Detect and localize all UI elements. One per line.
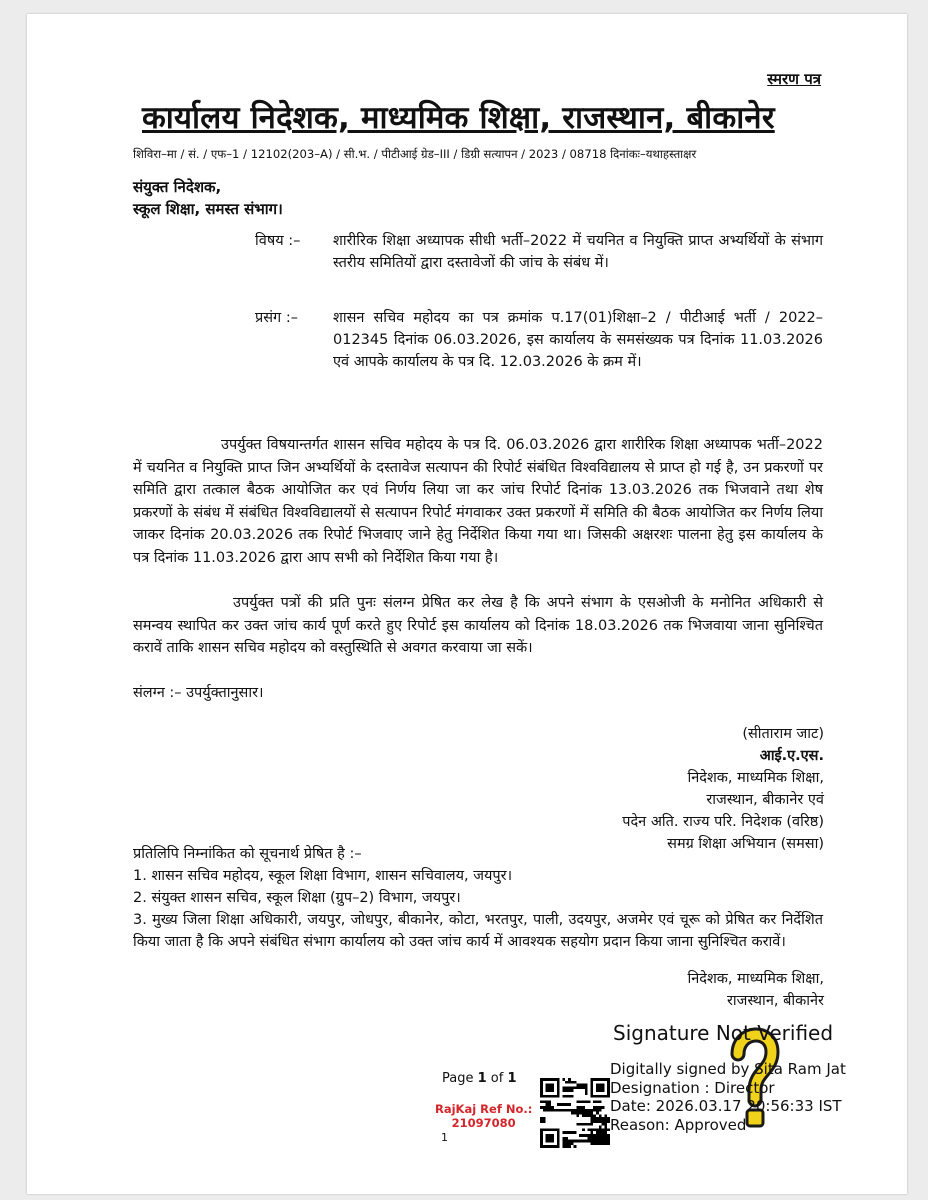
page-mid: of [486,1071,508,1086]
addressee-block [133,176,283,220]
signatory-service: आई.ए.एस. [759,748,824,764]
memo-label: स्मरण पत्र [767,70,821,88]
addressee-line: स्कूल शिक्षा, समस्त संभाग। [133,200,283,218]
copy-list-item: 1. शासन सचिव महोदय, स्कूल शिक्षा विभाग, शासन सचिवालय, जयपुर। [133,868,513,884]
rajkaj-label: RajKaj Ref No.: [435,1102,533,1116]
subject-text: शारीरिक शिक्षा अध्यापक सीधी भर्ती–2022 में चयनित व नियुक्ति प्राप्त अभ्यर्थियों के संभाग स्तरीय समितियों द्वारा दस्तावेजों की जांच के संबंध में। [333,233,823,271]
signature-line: Reason: Approved [610,1115,747,1134]
addressee-line: संयुक्त निदेशक, [133,178,222,196]
copy-list-item: 3. मुख्य जिला शिक्षा अधिकारी, जयपुर, जोधपुर, बीकानेर, कोटा, भरतपुर, पाली, उदयपुर, अजमेर एवं चूरू को प्रेषित कर निर्देशित किया जाता है कि अपने संबंधित संभाग कार्यालय को उक्त जांच कार्य में आवश्यक सहयोग प्रदान किया जाना सुनिश्चित करावें। [133,912,823,950]
document-page [27,14,907,1194]
rajkaj-number: 21097080 [451,1116,516,1130]
copy-intro: प्रतिलिपि निम्नांकित को सूचनार्थ प्रेषित है :– [133,846,362,862]
reference-number-line: शिविरा–मा / सं. / एफ–1 / 12102(203–A) / सी.भ. / पीटीआई ग्रेड–III / डिग्री सत्यापन / 2023 / 08718 दिनांकः–यथाहस्ताक्षर [133,147,697,161]
reference-text: शासन सचिव महोदय का पत्र क्रमांक प.17(01)शिक्षा–2 / पीटीआई भर्ती / 2022–012345 दिनांक 06.03.2026, इस कार्यालय के समसंख्यक पत्र दिनांक 11.03.2026 एवं आपके कार्यालय के पत्र दि. 12.03.2026 के क्रम में। [333,310,823,370]
closing-line: राजस्थान, बीकानेर [727,993,824,1009]
signatory-block [622,723,824,855]
reference-label: प्रसंग :– [255,310,298,326]
signatory-designation: राजस्थान, बीकानेर एवं [706,792,824,808]
signatory-designation: निदेशक, माध्यमिक शिक्षा, [687,770,824,786]
subject-label: विषय :– [255,233,301,249]
page-number [442,1071,517,1086]
enclosure-line: संलग्न :– उपर्युक्तानुसार। [133,685,264,701]
signatory-designation: समग्र शिक्षा अभियान (समसा) [667,836,824,852]
page-total: 1 [507,1071,517,1086]
office-title: कार्यालय निदेशक, माध्यमिक शिक्षा, राजस्थान, बीकानेर [142,100,775,136]
rajkaj-reference [435,1102,532,1130]
qr-code-icon [540,1078,610,1148]
signatory-name: (सीताराम जाट) [742,726,824,742]
copy-to-block [133,843,823,953]
body-paragraph: उपर्युक्त पत्रों की प्रति पुनः संलग्न प्रेषित कर लेख है कि अपने संभाग के एसओजी के मनोनित अधिकारी से समन्वय स्थापित कर उक्त जांच कार्य पूर्ण करते हुए रिपोर्ट इस कार्यालय को दिनांक 18.03.2026 तक भिजवाया जाना सुनिश्चित करावें ताकि शासन सचिव महोदय को वस्तुस्थिति से अवगत करवाया जा सकें। [133,595,823,656]
subject-row [133,230,833,300]
closing-line: निदेशक, माध्यमिक शिक्षा, [687,971,824,987]
copy-list-item: 2. संयुक्त शासन सचिव, स्कूल शिक्षा (ग्रुप–2) विभाग, जयपुर। [133,890,461,906]
page-current: 1 [477,1071,487,1086]
reference-row [133,307,833,399]
body-paragraph: उपर्युक्त विषयान्तर्गत शासन सचिव महोदय के पत्र दि. 06.03.2026 द्वारा शारीरिक शिक्षा अध्यापक भर्ती–2022 में चयनित व नियुक्ति प्राप्त जिन अभ्यर्थियों के दस्तावेज सत्यापन की रिपोर्ट संबंधित विश्वविद्यालय से प्राप्त हो गई है, उन प्रकरणों पर समिति द्वारा तत्काल बैठक आयोजित कर एवं निर्णय लिया जा कर जांच रिपोर्ट दिनांक 13.03.2026 तक भिजवाने तथा शेष प्रकरणों के संबंध में संबंधित विश्वविद्यालयों से सत्यापन रिपोर्ट मंगवाकर उक्त प्रकरणों में समिति की बैठक आयोजित कर निर्णय लिया जाकर दिनांक 20.03.2026 तक रिपोर्ट भिजवाए जाने हेतु निर्देशित किया गया था। जिसकी अक्षरशः पालना हेतु इस कार्यालय के पत्र दिनांक 11.03.2026 द्वारा आप सभी को निर्देशित किया गया है। [133,437,823,566]
signature-line: Digitally signed by Sita Ram Jat [610,1060,846,1078]
signatory-designation: पदेन अति. राज्य परि. निदेशक (वरिष्ठ) [622,814,824,830]
footer-number: 1 [441,1131,448,1144]
signature-status: Signature Not Verified [613,1021,834,1045]
closing-block [687,968,824,1012]
signature-line: Date: 2026.03.17 20:56:33 IST [610,1097,842,1115]
page-prefix: Page [442,1071,478,1086]
digital-signature-info [610,1060,846,1134]
signature-line: Designation : Director [610,1078,775,1097]
